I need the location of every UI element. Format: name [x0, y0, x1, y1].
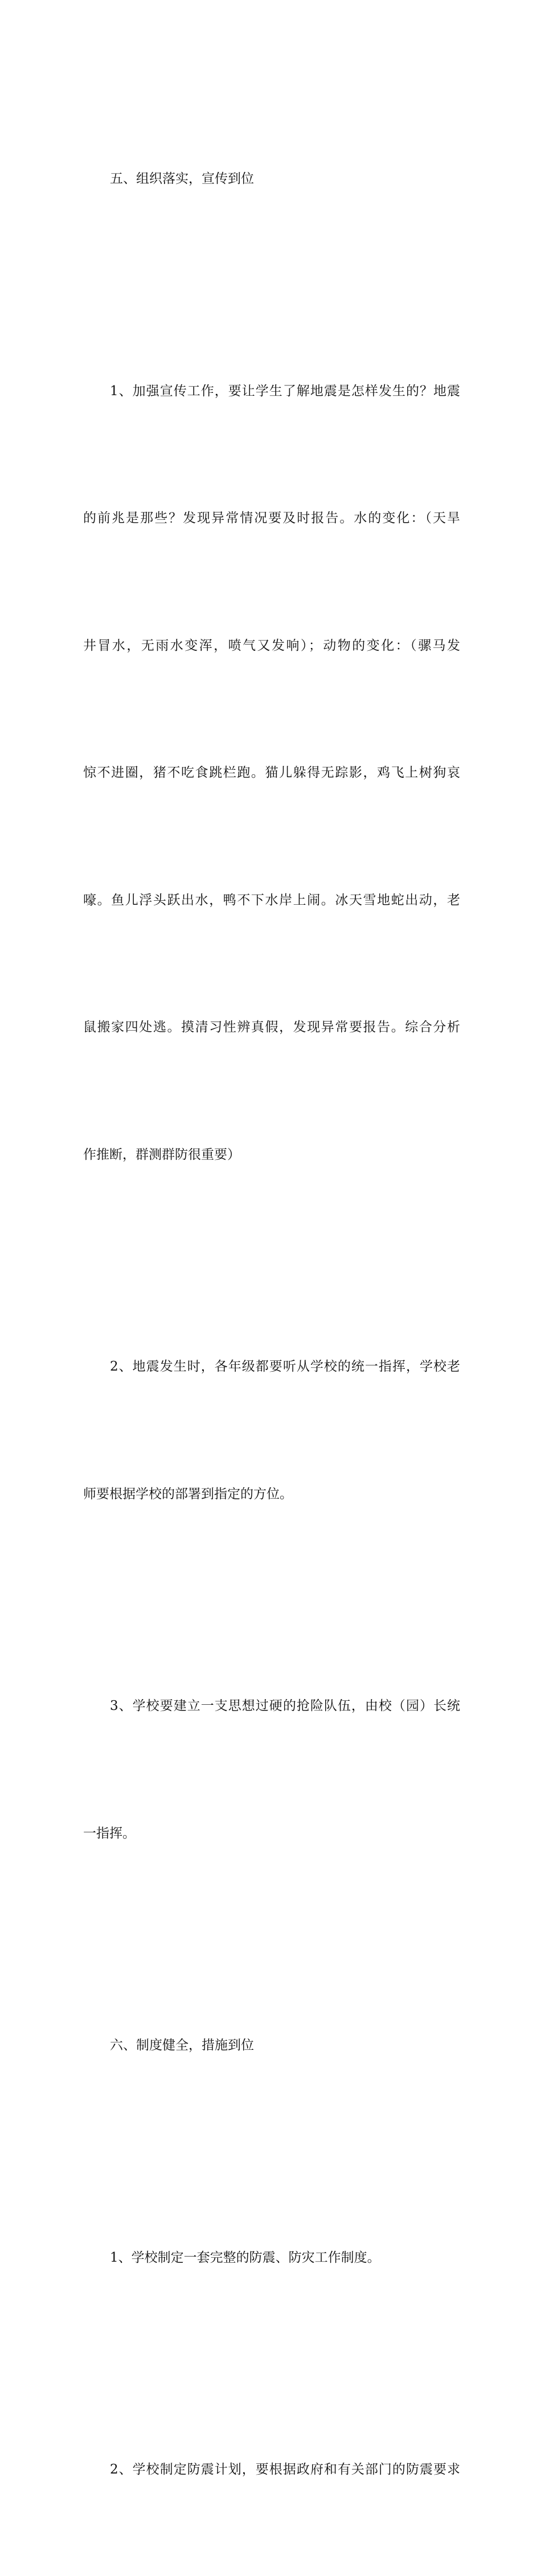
section-heading-6 [83, 1939, 460, 2152]
paragraph-item-6-2 [83, 2364, 460, 2576]
text-line: 五、组织落实，宣传到位 [110, 171, 254, 186]
text-line: 师要根据学校的部署到指定的方位。 [83, 1486, 293, 1502]
text-line: 2、地震发生时，各年级都要听从学校的统一指挥，学校老 [110, 1359, 460, 1374]
text-line: 3、学校要建立一支思想过硬的抢险队伍，由校（园）长统 [110, 1699, 460, 1713]
text-line: 一指挥。 [83, 1826, 136, 1841]
text-line: 鼠搬家四处逃。摸清习性辨真假，发现异常要报告。综合分析 [83, 1020, 460, 1035]
section-heading-5 [83, 73, 460, 285]
text-line: 嚎。鱼儿浮头跃出水，鸭不下水岸上闹。冰天雪地蛇出动，老 [83, 892, 460, 908]
text-line: 2、学校制定防震计划，要根据政府和有关部门的防震要求 [110, 2462, 460, 2477]
text-line: 1、加强宣传工作，要让学生了解地震是怎样发生的？地震 [110, 383, 460, 399]
paragraph-item-6-1 [83, 2152, 460, 2364]
text-line: 作推断，群测群防很重要） [83, 1147, 240, 1162]
document-body [83, 73, 460, 2576]
text-line: 六、制度健全，措施到位 [110, 2038, 254, 2053]
text-line: 1、学校制定一套完整的防震、防灾工作制度。 [110, 2250, 380, 2265]
text-line: 的前兆是那些？发现异常情况要及时报告。水的变化：（天旱 [83, 511, 460, 526]
text-line: 惊不进圈，猪不吃食跳栏跑。猫儿躲得无踪影，鸡飞上树狗哀 [83, 765, 460, 780]
paragraph-item-5-1 [83, 285, 460, 1261]
paragraph-item-5-2 [83, 1261, 460, 1600]
text-line: 井冒水，无雨水变浑，喷气又发响）；动物的变化：（骡马发 [83, 638, 460, 653]
paragraph-item-5-3 [83, 1600, 460, 1939]
